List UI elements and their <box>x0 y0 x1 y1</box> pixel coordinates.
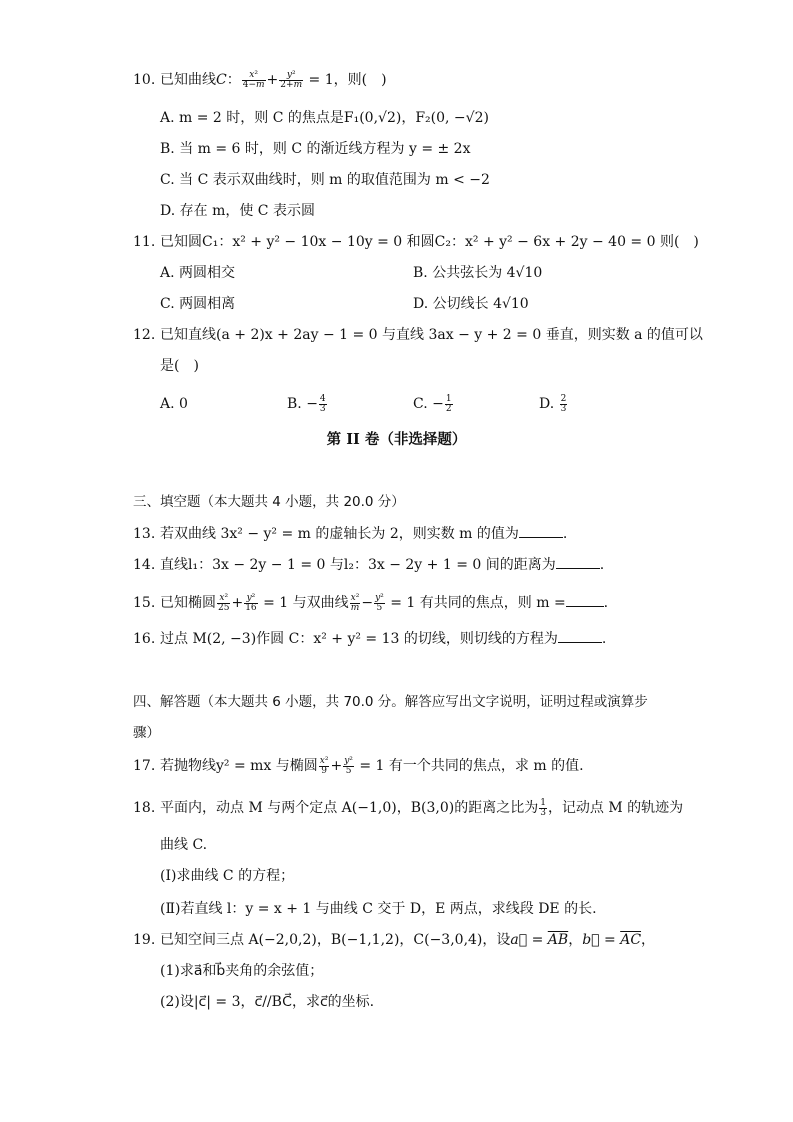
question-11-option-a: A. 两圆相交 <box>160 265 236 281</box>
question-19-stem: 19. 已知空间三点 A(−2,0,2)，B(−1,1,2)，C(−3,0,4)，设a⃗ = $\overline{AB}$，b⃗ = $\overline{AC}$， <box>133 932 656 948</box>
question-10-option-a: A. m = 2 时，则 C 的焦点是F₁(0,√2)，F₂(0, −√2) <box>160 110 489 126</box>
question-19-part-2: (2)设|c⃗| = 3，c⃗//BC⃗，求c⃗的坐标. <box>160 994 375 1010</box>
question-10-option-c: C. 当 C 表示双曲线时，则 m 的取值范围为 m < −2 <box>160 172 490 188</box>
answer-blank[interactable] <box>558 628 602 643</box>
question-18-stem: 18. 平面内，动点 M 与两个定点 A(−1,0)，B(3,0)的距离之比为 $\frac{1}{3}$ ，记动点 M 的轨迹为 <box>133 797 684 818</box>
section-fill-in-heading: 三、填空题（本大题共 4 小题，共 20.0 分） <box>133 494 405 510</box>
section-answer-heading-continued: 骤） <box>133 725 160 741</box>
fraction: $\frac{\text{y²}}{2+m}$ <box>280 69 303 90</box>
question-11-option-b: B. 公共弦长为 4√10 <box>413 265 543 281</box>
question-19-part-1: (1)求a⃗和b⃗夹角的余弦值； <box>160 963 324 979</box>
answer-blank[interactable] <box>556 554 600 569</box>
question-12-stem-continued: 是( ) <box>160 358 199 374</box>
question-12-option-c: C. − $\frac{1}{2}$ <box>413 393 452 414</box>
question-11-stem: 11. 已知圆C₁：x² + y² − 10x − 10y = 0 和圆C₂：x² + y² − 6x + 2y − 40 = 0 则( ) <box>133 234 699 250</box>
question-10-stem: 10. 已知曲线C： $\frac{\text{x²}}{4-m}$ + $\frac{\text{y²}}{2+m}$ = 1，则( ) <box>133 69 387 90</box>
volume-title: 第 II 卷（非选择题） <box>326 431 467 448</box>
question-11-option-d: D. 公切线长 4√10 <box>413 296 529 312</box>
question-12-option-d: D. $\frac{2}{3}$ <box>539 393 567 414</box>
question-16: 16. 过点 M(2, −3)作圆 C：x² + y² = 13 的切线，则切线的方程为 . <box>133 628 606 649</box>
answer-blank[interactable] <box>519 523 563 538</box>
question-12-option-a: A. 0 <box>160 396 188 412</box>
answer-blank[interactable] <box>566 592 604 607</box>
question-12-option-b: B. − $\frac{4}{3}$ <box>287 393 326 414</box>
question-11-option-c: C. 两圆相离 <box>160 296 236 312</box>
question-13: 13. 若双曲线 3x² − y² = m 的虚轴长为 2，则实数 m 的值为 . <box>133 523 567 544</box>
question-15: 15. 已知椭圆 $\frac{\text{x²}}{25}$ + $\frac{\text{y²}}{16}$ = 1 与双曲线 $\frac{\text{x²}}{m}$ − $\frac{\text{y²}}{5}$ = 1 有共同的焦点，则 m = . <box>133 592 609 613</box>
question-14: 14. 直线l₁：3x − 2y − 1 = 0 与l₂：3x − 2y + 1 = 0 间的距离为 . <box>133 554 604 575</box>
question-12-stem: 12. 已知直线(a + 2)x + 2ay − 1 = 0 与直线 3ax − y + 2 = 0 垂直，则实数 a 的值可以 <box>133 327 703 343</box>
question-10-option-d: D. 存在 m，使 C 表示圆 <box>160 203 315 219</box>
question-18-part-1: (Ⅰ)求曲线 C 的方程； <box>160 868 295 884</box>
question-18-part-2: (Ⅱ)若直线 l：y = x + 1 与曲线 C 交于 D，E 两点，求线段 DE 的长. <box>160 901 597 917</box>
question-18-stem-continued: 曲线 C. <box>160 837 208 853</box>
question-10-option-b: B. 当 m = 6 时，则 C 的渐近线方程为 y = ± 2x <box>160 141 471 157</box>
question-17: 17. 若抛物线y² = mx 与椭圆 $\frac{\text{x²}}{9}$ + $\frac{\text{y²}}{5}$ = 1 有一个共同的焦点，求 m 的值. <box>133 755 584 776</box>
section-answer-heading: 四、解答题（本大题共 6 小题，共 70.0 分。解答应写出文字说明，证明过程或演算步 <box>133 694 648 710</box>
fraction: $\frac{\text{x²}}{4-m}$ <box>242 69 265 90</box>
